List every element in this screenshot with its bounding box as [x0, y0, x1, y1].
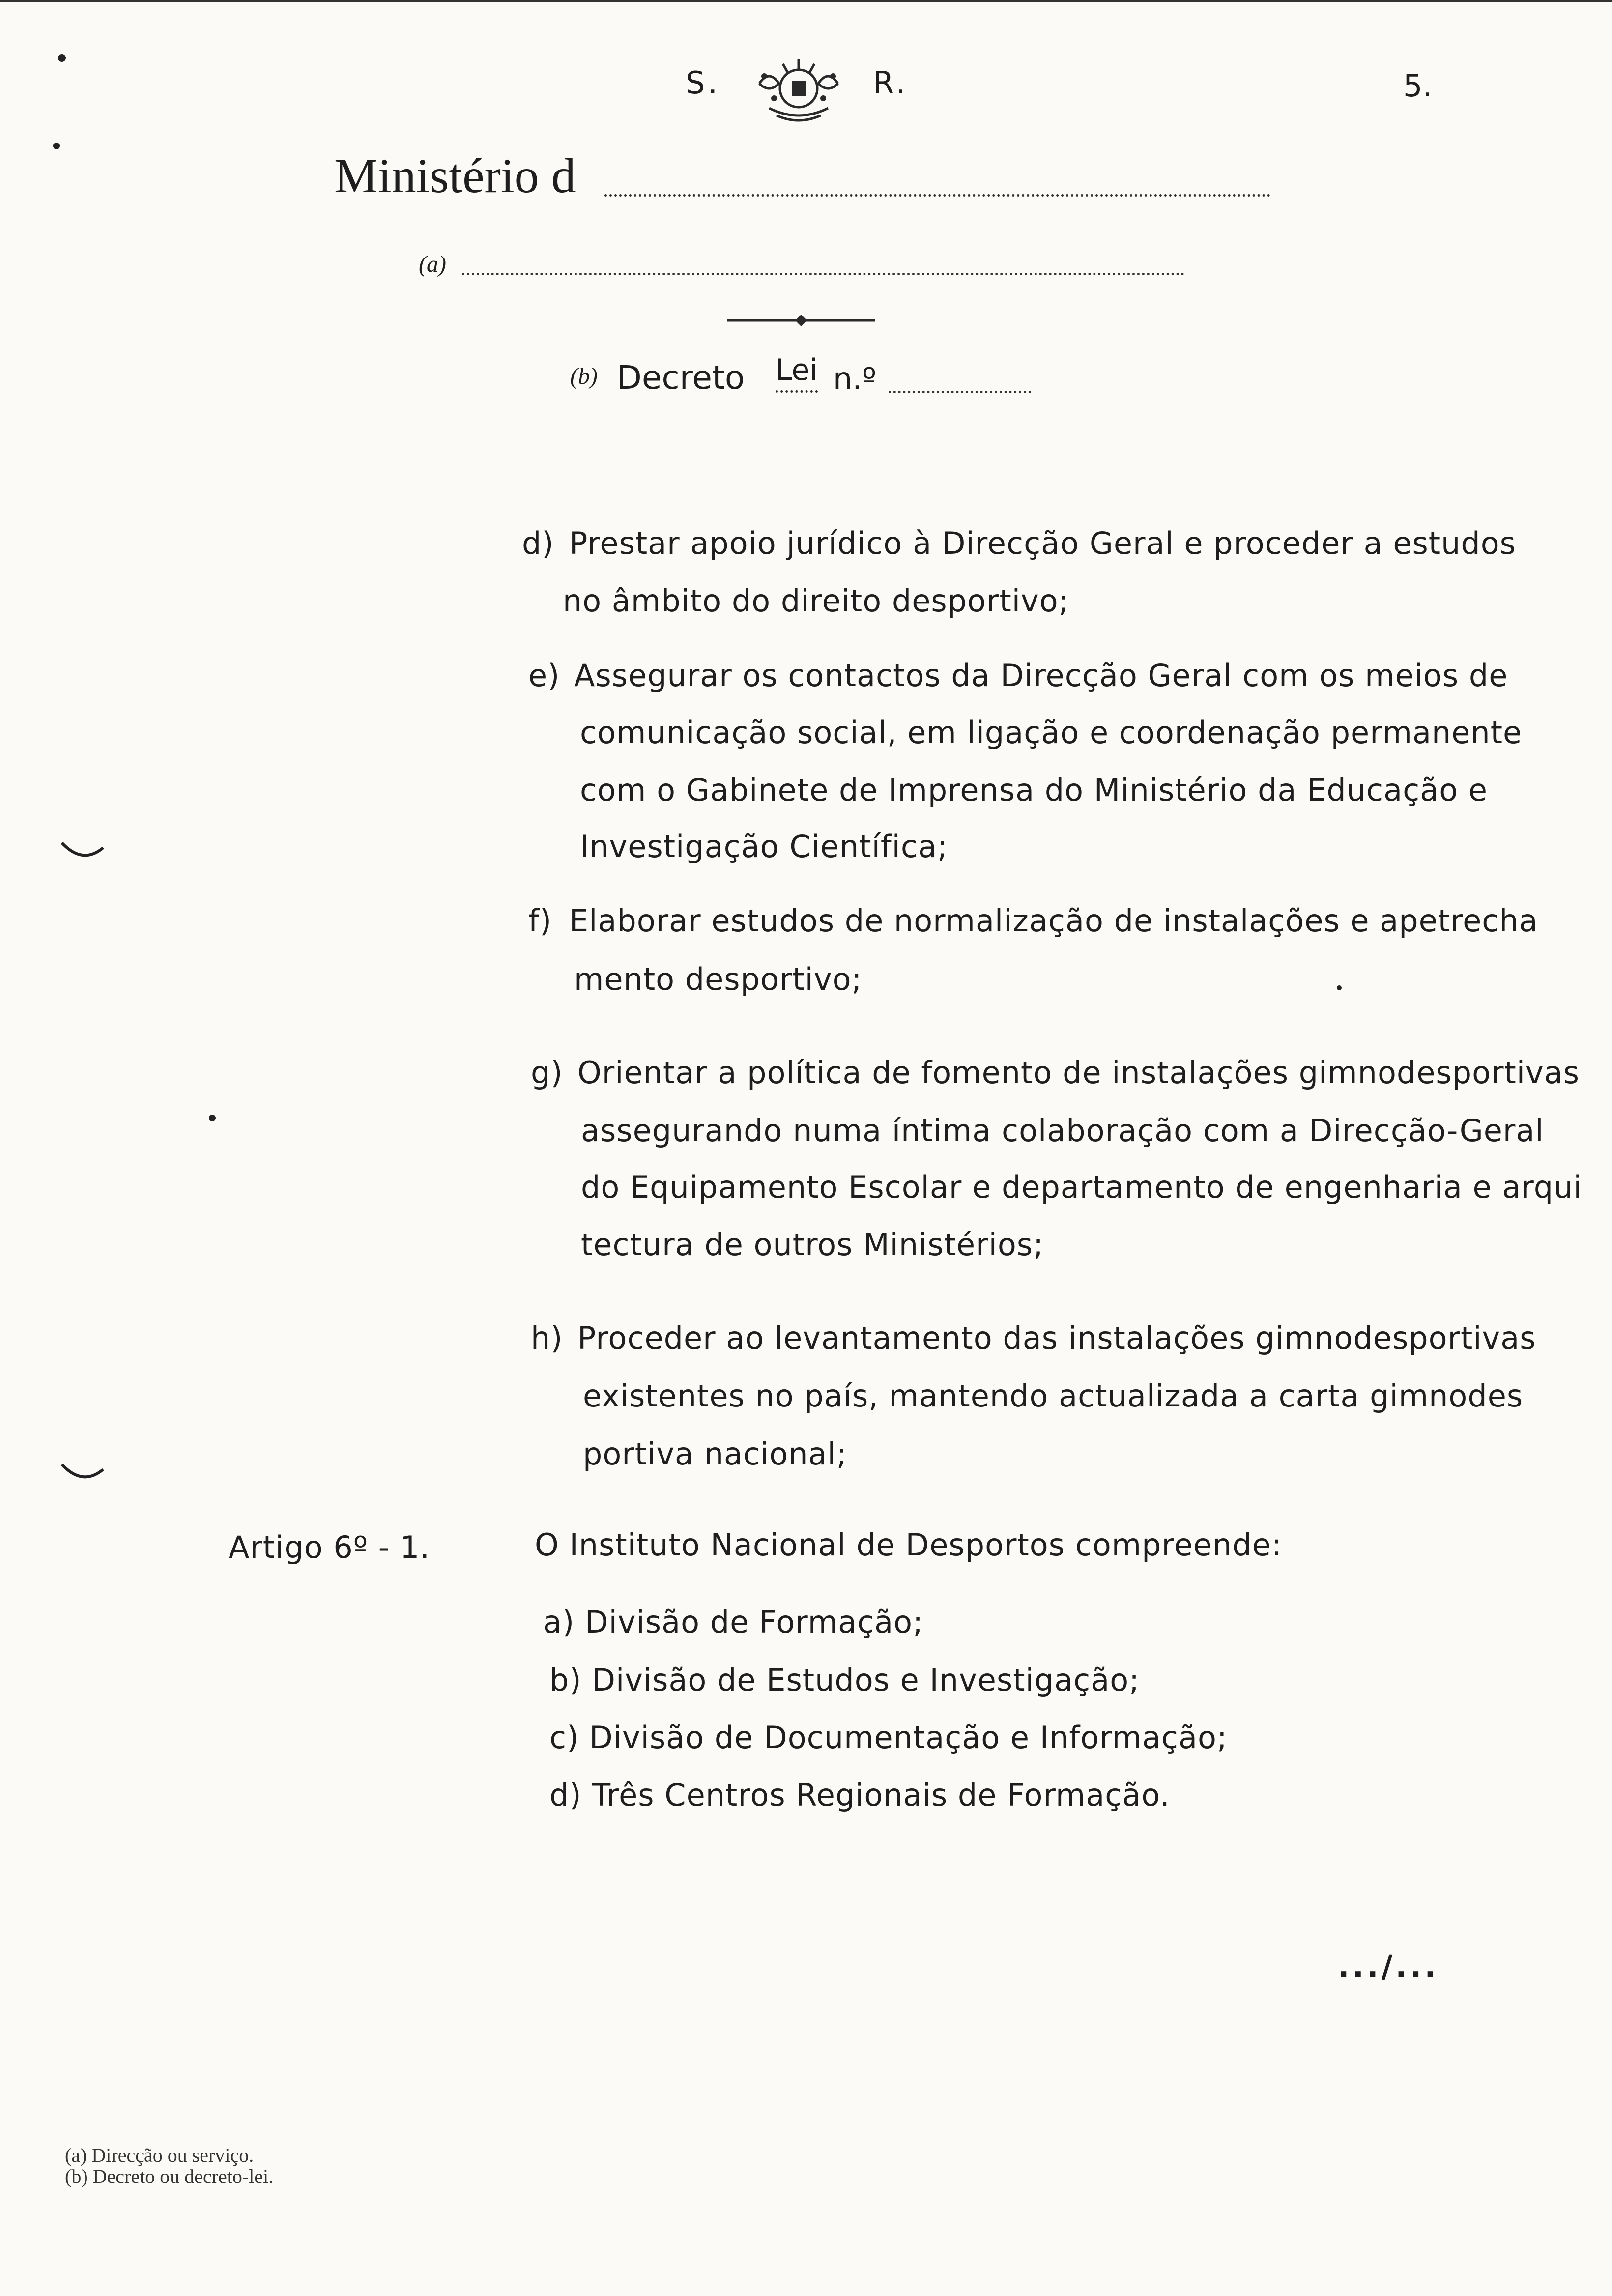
top-border [0, 0, 1612, 2]
article-intro: O Instituto Nacional de Desportos compreende: [535, 1527, 1282, 1563]
item-f-line-1: Elaborar estudos de normalização de instalações e apetrecha [569, 903, 1538, 939]
item-g-line-3: do Equipamento Escolar e departamento de engenharia e arqui [581, 1169, 1583, 1205]
item-h-line-2: existentes no país, mantendo actualizada a carta gimnodes [583, 1378, 1524, 1414]
item-g-letter: g) [531, 1055, 563, 1091]
article-item-a: a) Divisão de Formação; [543, 1604, 923, 1640]
number-label: n.º [833, 361, 877, 397]
binder-hole-mark [58, 1460, 107, 1491]
service-dotted-line [462, 273, 1184, 275]
item-e-letter: e) [528, 658, 560, 693]
item-h-line-1: Proceder ao levantamento das instalações gimnodesportivas [577, 1320, 1536, 1356]
item-g-line-4: tectura de outros Ministérios; [581, 1227, 1044, 1263]
item-e-line-4: Investigação Científica; [580, 829, 948, 864]
coat-of-arms-emblem [749, 49, 848, 127]
scan-speck [53, 143, 60, 149]
item-e-line-1: Assegurar os contactos da Direcção Geral com os meios de [574, 658, 1508, 693]
item-g-line-1: Orientar a política de fomento de instalações gimnodesportivas [577, 1055, 1580, 1091]
scan-speck [58, 54, 66, 62]
ministry-label: Ministério d [334, 148, 576, 203]
binder-hole-mark [58, 838, 107, 869]
marker-a: (a) [419, 251, 446, 277]
item-h-letter: h) [531, 1320, 563, 1356]
item-e-line-2: comunicação social, em ligação e coordenação permanente [580, 715, 1523, 750]
item-d-letter: d) [522, 525, 554, 561]
scan-speck [209, 1115, 216, 1121]
item-f-line-2: mento desportivo; [574, 961, 863, 997]
article-item-c: c) Divisão de Documentação e Informação; [549, 1720, 1228, 1755]
continuation-mark: .../... [1338, 1949, 1439, 1984]
ministry-dotted-line [604, 194, 1270, 197]
item-d-line-2: no âmbito do direito desportivo; [563, 583, 1069, 619]
scan-speck [1337, 985, 1342, 990]
footnote-b: (b) Decreto ou decreto-lei. [65, 2165, 274, 2187]
r-letter: R. [873, 65, 909, 101]
item-f-letter: f) [528, 903, 552, 939]
lei-word: Lei [776, 353, 818, 393]
footnote-a: (a) Direcção ou serviço. [65, 2144, 254, 2166]
decree-word: Decreto [617, 359, 745, 397]
article-item-b: b) Divisão de Estudos e Investigação; [549, 1662, 1140, 1698]
item-g-line-2: assegurando numa íntima colaboração com a Direcção-Geral [581, 1113, 1544, 1148]
number-dotted-line [889, 391, 1031, 393]
s-letter: S. [686, 65, 721, 101]
article-label: Artigo 6º - 1. [229, 1529, 431, 1565]
page-number: 5. [1403, 68, 1433, 104]
item-h-line-3: portiva nacional; [583, 1436, 847, 1472]
ornament-divider [727, 311, 875, 332]
marker-b: (b) [570, 363, 598, 389]
item-d-line-1: Prestar apoio jurídico à Direcção Geral e proceder a estudos [569, 525, 1516, 561]
article-item-d: d) Três Centros Regionais de Formação. [549, 1777, 1170, 1813]
item-e-line-3: com o Gabinete de Imprensa do Ministério da Educação e [580, 772, 1488, 808]
